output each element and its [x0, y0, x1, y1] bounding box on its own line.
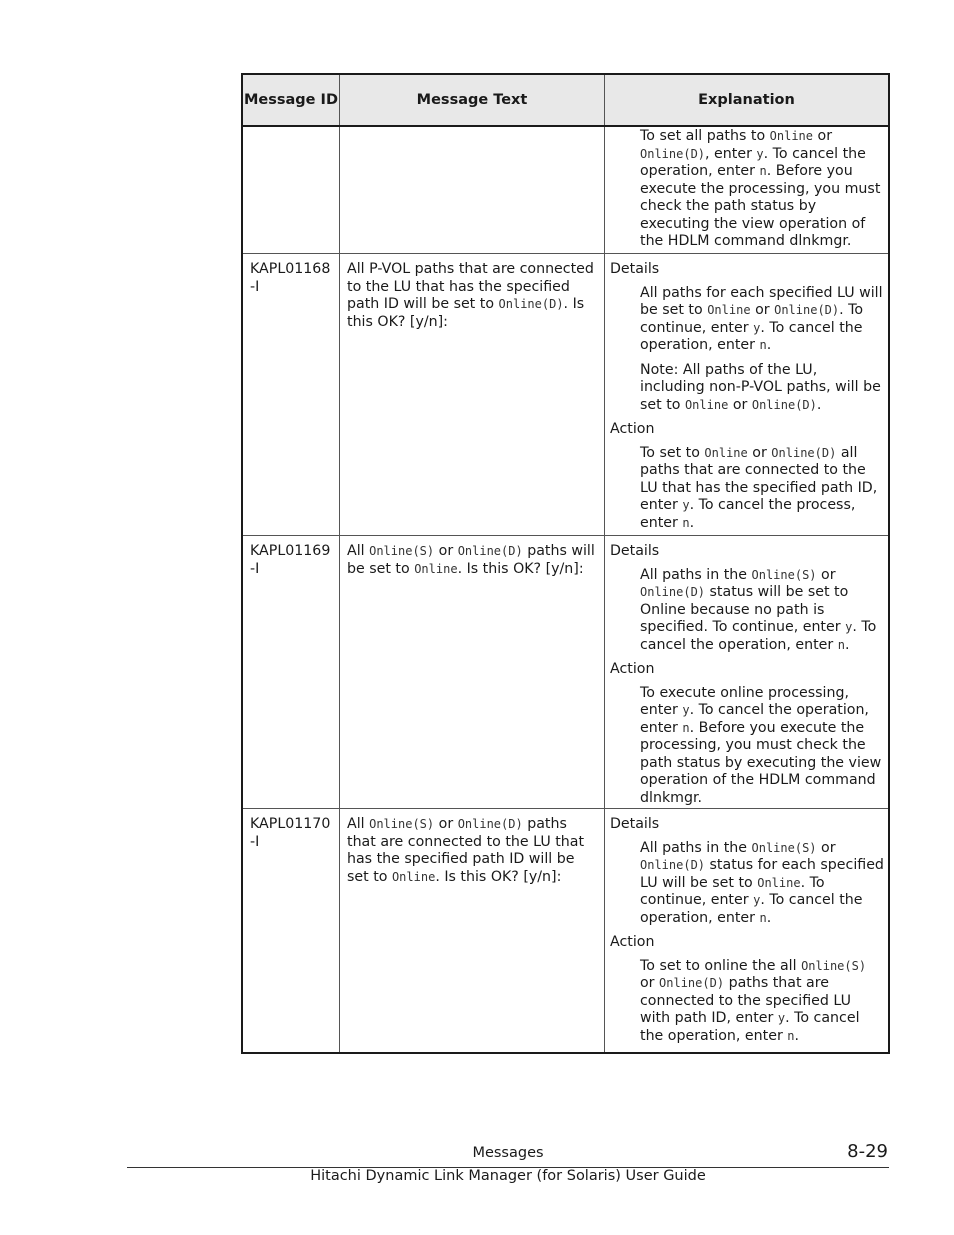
table-row	[243, 808, 888, 1052]
header-message-text: Message Text	[340, 75, 605, 125]
details-label: Details	[610, 261, 660, 277]
explanation	[605, 536, 888, 808]
continued-paragraph: To set all paths to Online or Online(D), enter y. To cancel the operation, enter n. Before you execute the processing, you must check the path status by executing the view operation of the HDLM command dlnkmgr.	[640, 128, 881, 249]
message-id: KAPL01170-I	[243, 809, 340, 1052]
details-paragraph: All paths in the Online(S) or Online(D) status will be set to Online because no path is specified. To continue, enter y. To cancel the operation, enter n.	[640, 566, 877, 653]
footer-section-title: Messages	[472, 1145, 544, 1161]
cell-text	[340, 127, 605, 253]
explanation	[605, 809, 888, 1052]
header-explanation: Explanation	[698, 92, 795, 108]
header-message-id: Message ID	[243, 75, 340, 125]
explanation	[605, 254, 888, 535]
note-paragraph: Note: All paths of the LU, including non-P-VOL paths, will be set to Online or Online(D).	[640, 361, 881, 413]
action-label: Action	[610, 661, 655, 677]
table-header-row	[243, 75, 888, 127]
table-row-continued	[243, 127, 888, 253]
details-label: Details	[610, 543, 660, 559]
action-label: Action	[610, 934, 655, 950]
message-table	[241, 73, 890, 1054]
action-paragraph: To set to Online or Online(D) all paths that are connected to the LU that has the specified path ID, enter y. To cancel the process, enter n.	[640, 444, 878, 531]
table-row	[243, 253, 888, 535]
cell-explanation	[605, 127, 888, 253]
details-paragraph: All paths for each specified LU will be set to Online or Online(D). To continue, enter y. To cancel the operation, enter n.	[640, 284, 883, 353]
action-label: Action	[610, 421, 655, 437]
action-paragraph: To set to online the all Online(S) or Online(D) paths that are connected to the specified LU with path ID, enter y. To cancel the operation, enter n.	[640, 957, 867, 1044]
page-number: 8-29	[847, 1141, 888, 1162]
message-text: All Online(S) or Online(D) paths that are connected to the LU that has the specified path ID will be set to Online. Is this OK? [y/n]:	[340, 809, 605, 1052]
details-label: Details	[610, 816, 660, 832]
action-paragraph: To execute online processing, enter y. To cancel the operation, enter n. Before you execute the processing, you must check the path status by executing the view operation of the HDLM command dlnkmgr.	[640, 684, 882, 806]
message-id: KAPL01169-I	[243, 536, 340, 808]
details-paragraph: All paths in the Online(S) or Online(D) status for each specified LU will be set to Online. To continue, enter y. To cancel the operation, enter n.	[640, 839, 884, 926]
table-row	[243, 535, 888, 808]
message-id: KAPL01168-I	[243, 254, 340, 535]
footer-book-title: Hitachi Dynamic Link Manager (for Solaris) User Guide	[310, 1168, 706, 1184]
message-text: All Online(S) or Online(D) paths will be set to Online. Is this OK? [y/n]:	[340, 536, 605, 808]
cell-id	[243, 127, 340, 253]
message-text: All P-VOL paths that are connected to the LU that has the specified path ID will be set to Online(D). Is this OK? [y/n]:	[340, 254, 605, 535]
